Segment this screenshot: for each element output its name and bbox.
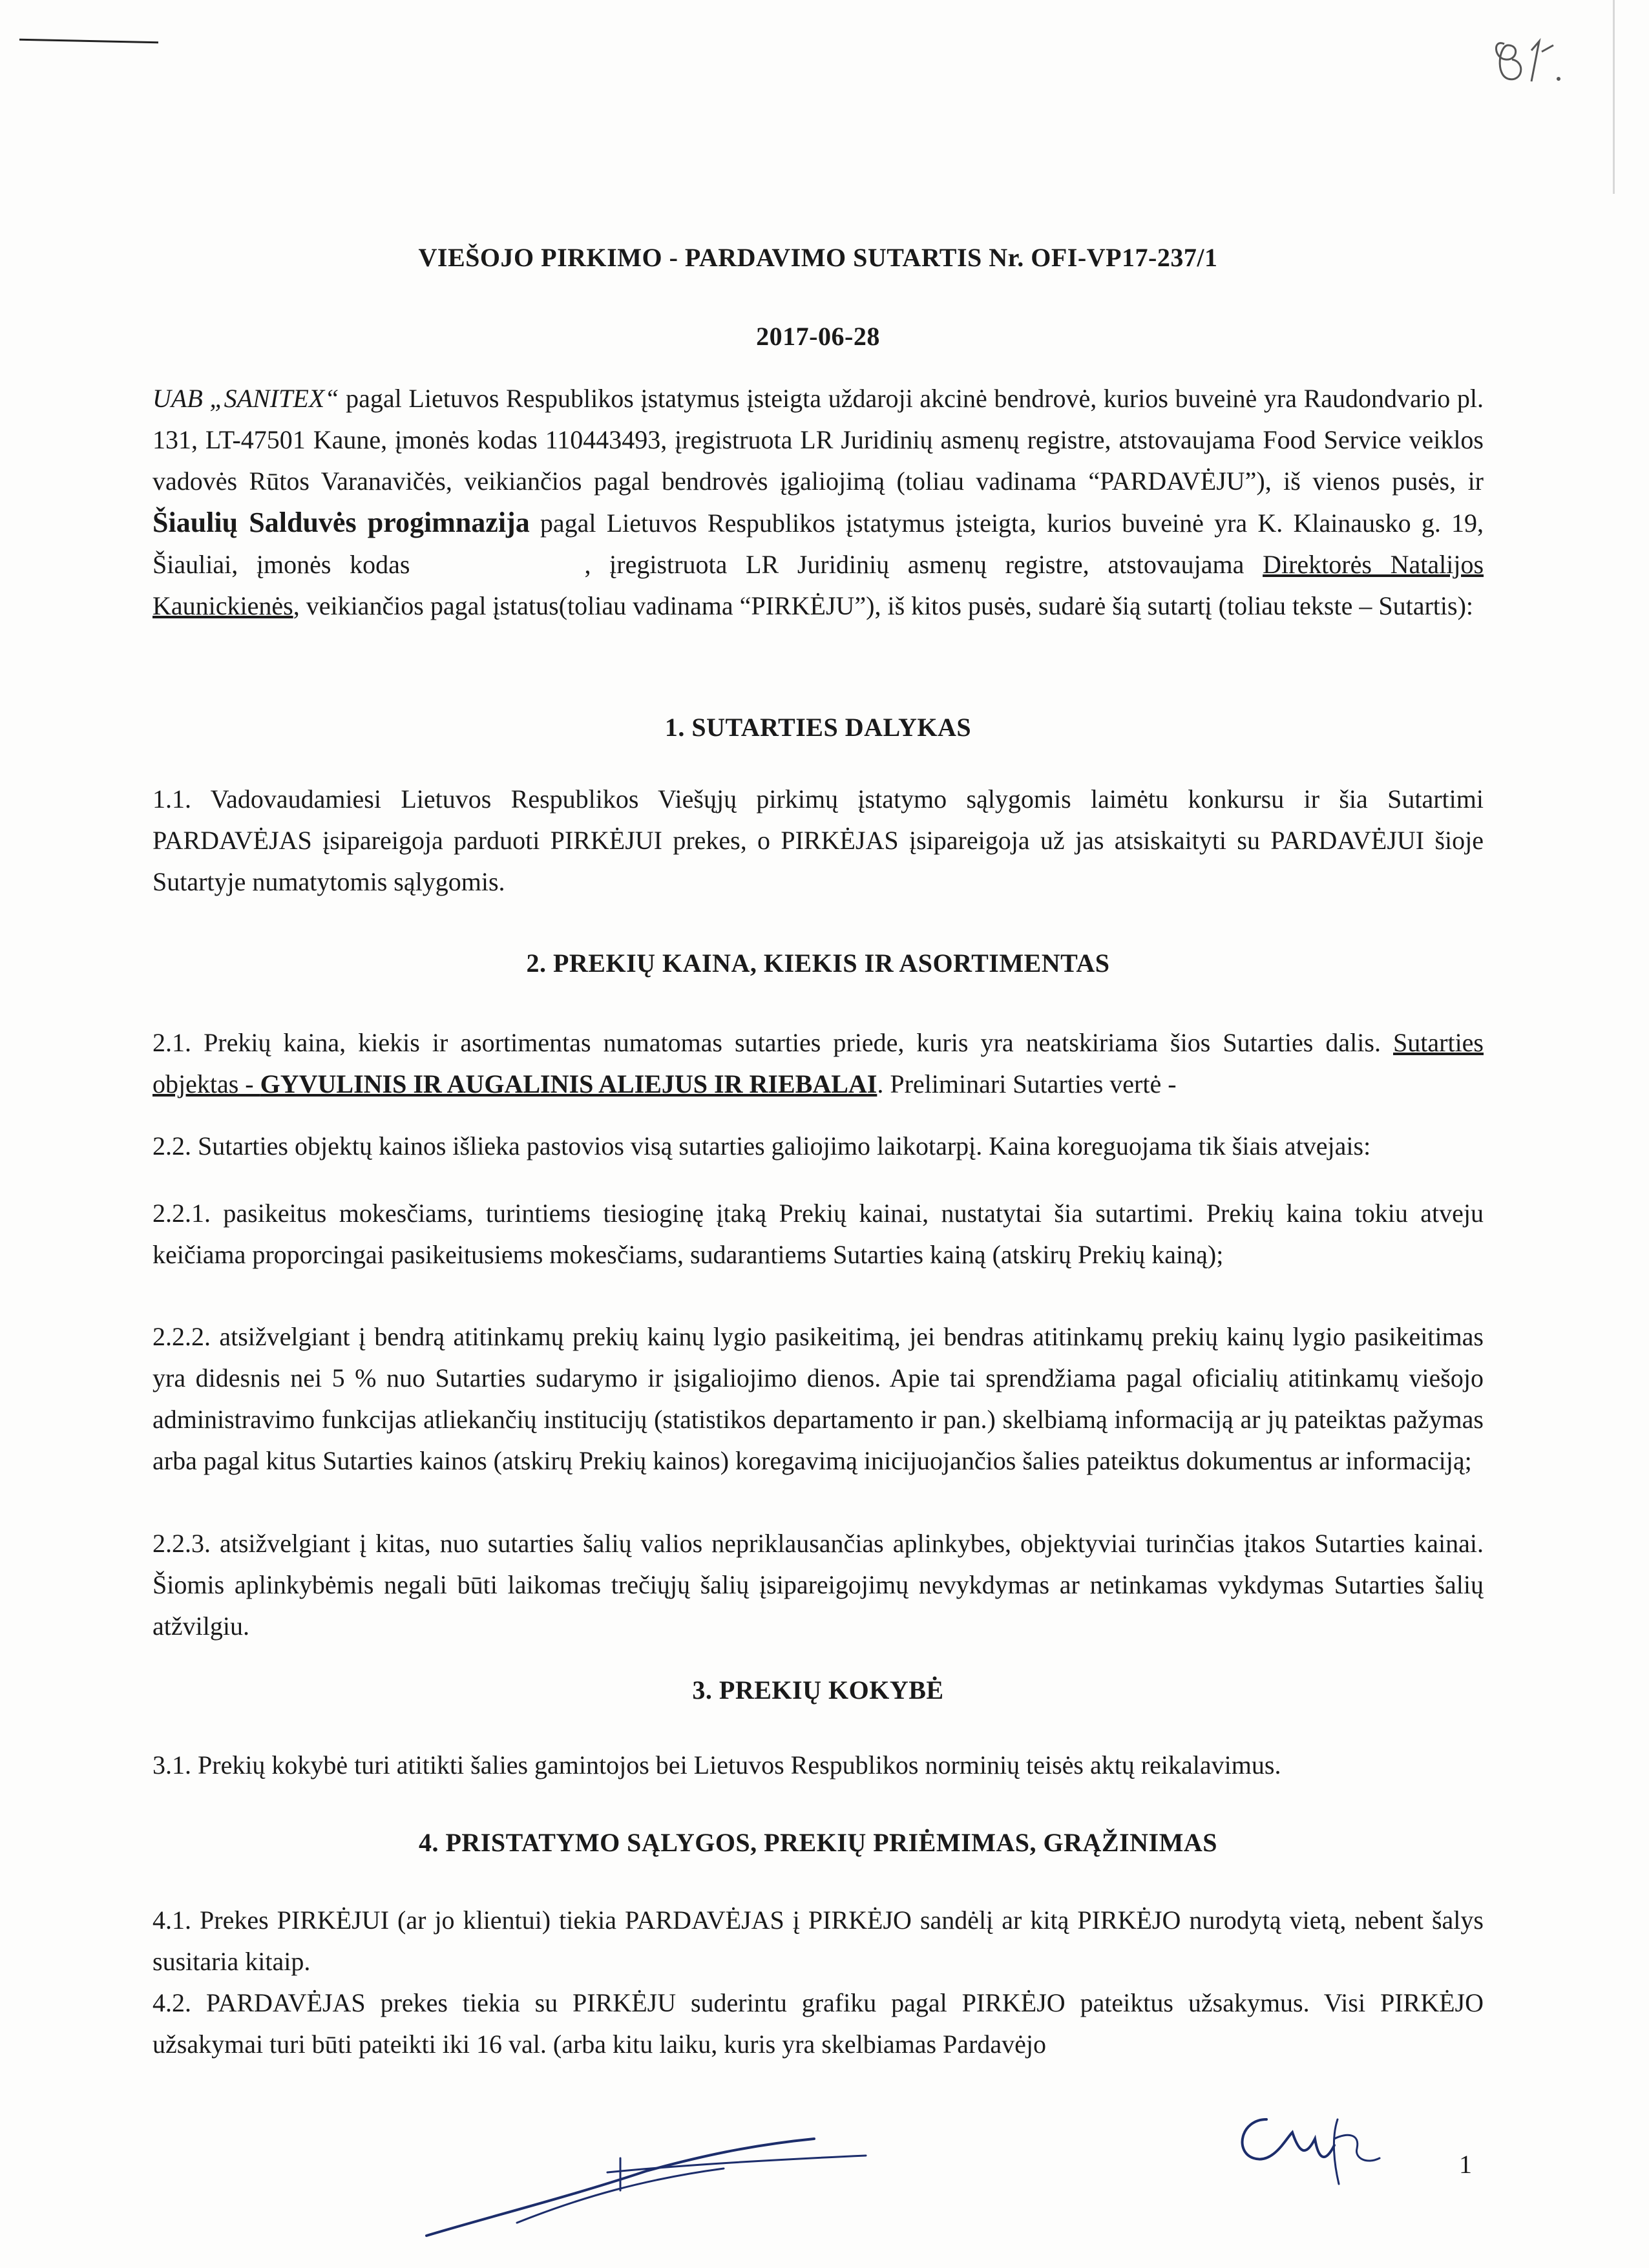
page-number: 1: [1459, 2150, 1472, 2179]
seller-name: UAB „SANITEX“: [152, 384, 339, 413]
section-1-heading: 1. SUTARTIES DALYKAS: [664, 713, 972, 742]
section-2-heading: 2. PREKIŲ KAINA, KIEKIS IR ASORTIMENTAS: [526, 949, 1110, 978]
intro-text-3: , įregistruota LR Juridinių asmenų registre, atstovaujama: [584, 550, 1263, 579]
intro-text-4: , veikiančios pagal įstatus(toliau vadinama “PIRKĖJU”), iš kitos pusės, sudarė šią sutartį (toliau tekste – Sutartis):: [293, 591, 1474, 620]
handwritten-page-number: [1486, 19, 1590, 97]
clause-2-2: 2.2. Sutarties objektų kainos išlieka pastovios visą sutarties galiojimo laikotarpį. Kaina koreguojama tik šiais atvejais:: [152, 1131, 1371, 1160]
signature-initials: [1228, 2094, 1434, 2190]
signature-left: [414, 2119, 879, 2249]
contract-object-label: Sutarties objektas -: [152, 1028, 1484, 1098]
clause-2-1-value-text: . Preliminari Sutarties vertė -: [877, 1069, 1177, 1098]
scan-right-edge: [1613, 0, 1615, 194]
intro-text-2: pagal Lietuvos Respublikos įstatymus įsteigta, kurios buveinė yra K. Klainausko g. 19, Šiauliai, įmonės kodas: [152, 509, 1484, 579]
representative-name: Direktorės Natalijos Kaunickienės: [152, 550, 1484, 620]
clause-2-2-3: 2.2.3. atsižvelgiant į kitas, nuo sutarties šalių valios nepriklausančias aplinkybes, objektyviai turinčias įtakos Sutarties kainai. Šiomis aplinkybėmis negali būti laikomas trečiųjų šalių įsipareigojimų nevykdymas ar netinkamas vykdymas Sutarties šalių atžvilgiu.: [152, 1529, 1484, 1641]
contract-title: VIEŠOJO PIRKIMO - PARDAVIMO SUTARTIS Nr. OFI-VP17-237/1: [418, 243, 1218, 272]
scan-edge-line: [19, 39, 158, 44]
clause-3-1: 3.1. Prekių kokybė turi atitikti šalies gamintojos bei Lietuvos Respublikos norminių teisės aktų reikalavimus.: [152, 1750, 1281, 1780]
buyer-name: Šiaulių Salduvės progimnazija: [152, 507, 530, 538]
section-3-heading: 3. PREKIŲ KOKYBĖ: [692, 1675, 944, 1705]
clause-4-1: 4.1. Prekes PIRKĖJUI (ar jo klientui) tiekia PARDAVĖJAS į PIRKĖJO sandėlį ar kitą PIRKĖJO nurodytą vietą, nebent šalys susitaria kitaip.: [152, 1906, 1484, 1976]
clause-2-1: [152, 1022, 1484, 1105]
clause-2-2-1: 2.2.1. pasikeitus mokesčiams, turintiems tiesioginę įtaką Prekių kainai, nustatytai šia sutartimi. Prekių kaina tokiu atveju keičiama proporcingai pasikeitusiems mokesčiams, sudarantiems Sutarties kainą (atskirų Prekių kainą);: [152, 1199, 1484, 1269]
intro-text-1: pagal Lietuvos Respublikos įstatymus įsteigta uždaroji akcinė bendrovė, kurios buveinė yra Raudondvario pl. 131, LT-47501 Kaune, įmonės kodas 110443493, įregistruota LR Juridinių asmenų registre, atstovaujama Food Service veiklos vadovės Rūtos Varanavičės, veikiančios pagal bendrovės įgaliojimą (toliau vadinama “PARDAVĖJU”), iš vienos pusės, ir: [152, 384, 1484, 496]
clause-4-2: 4.2. PARDAVĖJAS prekes tiekia su PIRKĖJU suderintu grafiku pagal PIRKĖJO pateiktus užsakymus. Visi PIRKĖJO užsakymai turi būti pateikti iki 16 val. (arba kitu laiku, kuris yra skelbiamas Pardavėjo: [152, 1988, 1484, 2059]
section-4-heading: 4. PRISTATYMO SĄLYGOS, PREKIŲ PRIĖMIMAS, GRĄŽINIMAS: [418, 1828, 1217, 1857]
clause-1-1: 1.1. Vadovaudamiesi Lietuvos Respublikos Viešųjų pirkimų įstatymo sąlygomis laimėtu konkursu ir šia Sutartimi PARDAVĖJAS įsipareigoja parduoti PIRKĖJUI prekes, o PIRKĖJAS įsipareigoja už jas atsiskaityti su PARDAVĖJUI šioje Sutartyje numatytomis sąlygomis.: [152, 784, 1484, 896]
contract-object: GYVULINIS IR AUGALINIS ALIEJUS IR RIEBALAI: [260, 1069, 877, 1098]
clause-2-1-text: 2.1. Prekių kaina, kiekis ir asortimentas numatomas sutarties priede, kuris yra neatskiriama šios Sutarties dalis.: [152, 1028, 1394, 1057]
clause-2-2-2: 2.2.2. atsižvelgiant į bendrą atitinkamų prekių kainų lygio pasikeitimą, jei bendras atitinkamų prekių kainų lygio pasikeitimas yra didesnis nei 5 % nuo Sutarties sudarymo ir įsigaliojimo dienos. Apie tai sprendžiama pagal oficialių atitinkamų viešojo administravimo funkcijas atliekančių institucijų (statistikos departamento ir pan.) skelbiamą informaciją ar jų pateiktas pažymas arba pagal kitus Sutarties kainos (atskirų Prekių kainos) koregavimą inicijuojančios šalies pateiktus dokumentus ar informaciją;: [152, 1322, 1484, 1475]
contract-date: 2017-06-28: [756, 322, 880, 351]
intro-paragraph: [152, 378, 1484, 627]
